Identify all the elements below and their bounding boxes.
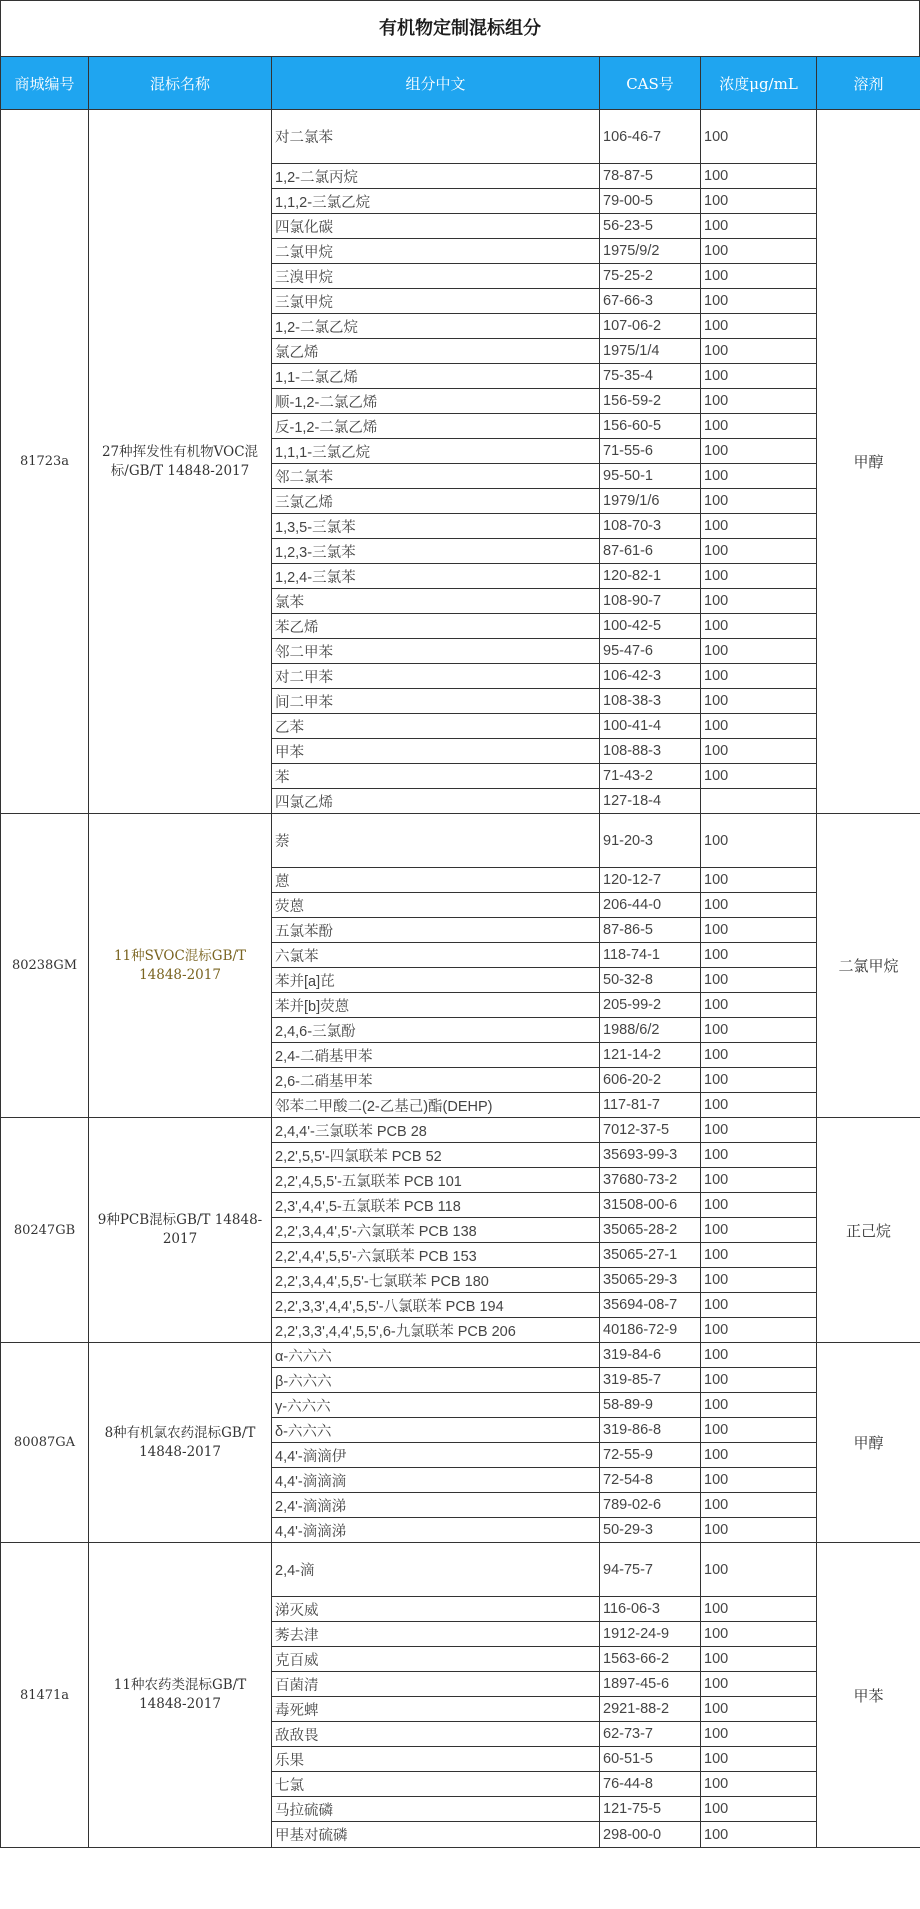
concentration: 100	[701, 264, 817, 289]
component-name: 2,3',4,4',5-五氯联苯 PCB 118	[272, 1193, 600, 1218]
component-name: 1,1-二氯乙烯	[272, 364, 600, 389]
concentration: 100	[701, 489, 817, 514]
cas-number: 94-75-7	[600, 1543, 701, 1597]
cas-number: 31508-00-6	[600, 1193, 701, 1218]
cas-number: 35065-28-2	[600, 1218, 701, 1243]
cas-number: 35065-27-1	[600, 1243, 701, 1268]
cas-number: 56-23-5	[600, 214, 701, 239]
component-name: 1,3,5-三氯苯	[272, 514, 600, 539]
concentration: 100	[701, 1368, 817, 1393]
header-cas: CAS号	[600, 57, 701, 110]
concentration: 100	[701, 1143, 817, 1168]
concentration: 100	[701, 1043, 817, 1068]
cas-number: 60-51-5	[600, 1747, 701, 1772]
concentration: 100	[701, 1493, 817, 1518]
cas-number: 156-60-5	[600, 414, 701, 439]
concentration: 100	[701, 1747, 817, 1772]
concentration: 100	[701, 639, 817, 664]
cas-number: 40186-72-9	[600, 1318, 701, 1343]
component-name: 马拉硫磷	[272, 1797, 600, 1822]
table-row	[1, 1343, 920, 1368]
concentration: 100	[701, 364, 817, 389]
product-code: 81723a	[1, 110, 89, 814]
mix-name: 11种SVOC混标GB/T 14848-2017	[89, 814, 272, 1118]
component-name: 二氯甲烷	[272, 239, 600, 264]
component-name: 氯苯	[272, 589, 600, 614]
component-name: 1,2-二氯丙烷	[272, 164, 600, 189]
concentration: 100	[701, 1018, 817, 1043]
cas-number: 116-06-3	[600, 1597, 701, 1622]
concentration: 100	[701, 164, 817, 189]
concentration: 100	[701, 314, 817, 339]
component-name: γ-六六六	[272, 1393, 600, 1418]
component-name: 邻苯二甲酸二(2-乙基己)酯(DEHP)	[272, 1093, 600, 1118]
concentration: 100	[701, 189, 817, 214]
cas-number: 50-32-8	[600, 968, 701, 993]
component-name: 1,1,2-三氯乙烷	[272, 189, 600, 214]
mix-name: 11种农药类混标GB/T 14848-2017	[89, 1543, 272, 1848]
component-name: 苯乙烯	[272, 614, 600, 639]
cas-number: 75-35-4	[600, 364, 701, 389]
concentration: 100	[701, 664, 817, 689]
component-name: 三氯乙烯	[272, 489, 600, 514]
cas-number: 72-55-9	[600, 1443, 701, 1468]
table-row	[1, 1543, 920, 1597]
cas-number: 1912-24-9	[600, 1622, 701, 1647]
cas-number: 100-41-4	[600, 714, 701, 739]
solvent: 甲苯	[817, 1543, 920, 1848]
concentration: 100	[701, 1193, 817, 1218]
cas-number: 72-54-8	[600, 1468, 701, 1493]
concentration: 100	[701, 464, 817, 489]
component-name: 2,4'-滴滴涕	[272, 1493, 600, 1518]
cas-number: 67-66-3	[600, 289, 701, 314]
concentration: 100	[701, 1343, 817, 1368]
concentration: 100	[701, 689, 817, 714]
cas-number: 1975/1/4	[600, 339, 701, 364]
cas-number: 7012-37-5	[600, 1118, 701, 1143]
cas-number: 71-43-2	[600, 764, 701, 789]
concentration: 100	[701, 1622, 817, 1647]
mix-name: 9种PCB混标GB/T 14848-2017	[89, 1118, 272, 1343]
concentration: 100	[701, 414, 817, 439]
product-code: 81471a	[1, 1543, 89, 1848]
concentration: 100	[701, 614, 817, 639]
concentration: 100	[701, 1797, 817, 1822]
concentration	[701, 789, 817, 814]
cas-number: 319-86-8	[600, 1418, 701, 1443]
cas-number: 75-25-2	[600, 264, 701, 289]
concentration: 100	[701, 1443, 817, 1468]
concentration: 100	[701, 439, 817, 464]
header-concentration: 浓度μg/mL	[701, 57, 817, 110]
cas-number: 87-86-5	[600, 918, 701, 943]
concentration: 100	[701, 893, 817, 918]
concentration: 100	[701, 1068, 817, 1093]
concentration: 100	[701, 1418, 817, 1443]
component-name: 邻二氯苯	[272, 464, 600, 489]
component-name: 荧蒽	[272, 893, 600, 918]
cas-number: 106-46-7	[600, 110, 701, 164]
cas-number: 206-44-0	[600, 893, 701, 918]
component-name: 2,6-二硝基甲苯	[272, 1068, 600, 1093]
cas-number: 71-55-6	[600, 439, 701, 464]
solvent: 甲醇	[817, 1343, 920, 1543]
concentration: 100	[701, 1772, 817, 1797]
concentration: 100	[701, 1822, 817, 1848]
component-name: 2,2',3,4,4',5'-六氯联苯 PCB 138	[272, 1218, 600, 1243]
component-name: 对二氯苯	[272, 110, 600, 164]
concentration: 100	[701, 1218, 817, 1243]
component-name: 苯并[a]芘	[272, 968, 600, 993]
cas-number: 121-75-5	[600, 1797, 701, 1822]
component-name: 甲苯	[272, 739, 600, 764]
header-solvent: 溶剂	[817, 57, 920, 110]
concentration: 100	[701, 943, 817, 968]
component-name: 氯乙烯	[272, 339, 600, 364]
table-row	[1, 1118, 920, 1143]
concentration: 100	[701, 1093, 817, 1118]
solvent: 正己烷	[817, 1118, 920, 1343]
component-name: 克百威	[272, 1647, 600, 1672]
mix-name: 27种挥发性有机物VOC混标/GB/T 14848-2017	[89, 110, 272, 814]
concentration: 100	[701, 564, 817, 589]
concentration: 100	[701, 214, 817, 239]
component-name: 萘	[272, 814, 600, 868]
cas-number: 108-70-3	[600, 514, 701, 539]
concentration: 100	[701, 110, 817, 164]
cas-number: 156-59-2	[600, 389, 701, 414]
cas-number: 1897-45-6	[600, 1672, 701, 1697]
mix-name: 8种有机氯农药混标GB/T 14848-2017	[89, 1343, 272, 1543]
cas-number: 108-38-3	[600, 689, 701, 714]
concentration: 100	[701, 514, 817, 539]
concentration: 100	[701, 239, 817, 264]
component-name: 邻二甲苯	[272, 639, 600, 664]
component-name: 2,2',3,3',4,4',5,5'-八氯联苯 PCB 194	[272, 1293, 600, 1318]
component-name: 四氯乙烯	[272, 789, 600, 814]
component-name: 2,2',4,4',5,5'-六氯联苯 PCB 153	[272, 1243, 600, 1268]
product-code: 80238GM	[1, 814, 89, 1118]
cas-number: 1563-66-2	[600, 1647, 701, 1672]
component-name: 2,2',3,3',4,4',5,5',6-九氯联苯 PCB 206	[272, 1318, 600, 1343]
cas-number: 1988/6/2	[600, 1018, 701, 1043]
component-name: 苯并[b]荧蒽	[272, 993, 600, 1018]
component-name: β-六六六	[272, 1368, 600, 1393]
component-name: 2,4-二硝基甲苯	[272, 1043, 600, 1068]
cas-number: 37680-73-2	[600, 1168, 701, 1193]
component-name: 七氯	[272, 1772, 600, 1797]
concentration: 100	[701, 918, 817, 943]
component-name: 2,2',5,5'-四氯联苯 PCB 52	[272, 1143, 600, 1168]
cas-number: 50-29-3	[600, 1518, 701, 1543]
cas-number: 107-06-2	[600, 314, 701, 339]
component-name: 乙苯	[272, 714, 600, 739]
standards-table	[0, 56, 920, 1848]
component-name: 1,2,4-三氯苯	[272, 564, 600, 589]
component-name: 2,4-滴	[272, 1543, 600, 1597]
cas-number: 2921-88-2	[600, 1697, 701, 1722]
component-name: 2,4,6-三氯酚	[272, 1018, 600, 1043]
cas-number: 108-88-3	[600, 739, 701, 764]
concentration: 100	[701, 1672, 817, 1697]
concentration: 100	[701, 1393, 817, 1418]
cas-number: 298-00-0	[600, 1822, 701, 1848]
cas-number: 35694-08-7	[600, 1293, 701, 1318]
component-name: 4,4'-滴滴伊	[272, 1443, 600, 1468]
cas-number: 117-81-7	[600, 1093, 701, 1118]
cas-number: 319-85-7	[600, 1368, 701, 1393]
component-name: 敌敌畏	[272, 1722, 600, 1747]
cas-number: 78-87-5	[600, 164, 701, 189]
concentration: 100	[701, 389, 817, 414]
table-row	[1, 110, 920, 164]
cas-number: 121-14-2	[600, 1043, 701, 1068]
concentration: 100	[701, 993, 817, 1018]
concentration: 100	[701, 1722, 817, 1747]
cas-number: 91-20-3	[600, 814, 701, 868]
cas-number: 1979/1/6	[600, 489, 701, 514]
component-name: 2,2',4,5,5'-五氯联苯 PCB 101	[272, 1168, 600, 1193]
cas-number: 95-50-1	[600, 464, 701, 489]
component-name: 四氯化碳	[272, 214, 600, 239]
cas-number: 108-90-7	[600, 589, 701, 614]
concentration: 100	[701, 1168, 817, 1193]
concentration: 100	[701, 868, 817, 893]
component-name: α-六六六	[272, 1343, 600, 1368]
header-component: 组分中文	[272, 57, 600, 110]
component-name: 1,2-二氯乙烷	[272, 314, 600, 339]
cas-number: 205-99-2	[600, 993, 701, 1018]
cas-number: 35065-29-3	[600, 1268, 701, 1293]
solvent: 甲醇	[817, 110, 920, 814]
cas-number: 58-89-9	[600, 1393, 701, 1418]
concentration: 100	[701, 968, 817, 993]
concentration: 100	[701, 1468, 817, 1493]
cas-number: 62-73-7	[600, 1722, 701, 1747]
concentration: 100	[701, 1597, 817, 1622]
concentration: 100	[701, 289, 817, 314]
table-header-row	[1, 57, 920, 110]
concentration: 100	[701, 1243, 817, 1268]
cas-number: 106-42-3	[600, 664, 701, 689]
component-name: 百菌清	[272, 1672, 600, 1697]
component-name: 苯	[272, 764, 600, 789]
component-name: 乐果	[272, 1747, 600, 1772]
product-code: 80247GB	[1, 1118, 89, 1343]
cas-number: 76-44-8	[600, 1772, 701, 1797]
cas-number: 789-02-6	[600, 1493, 701, 1518]
product-code: 80087GA	[1, 1343, 89, 1543]
concentration: 100	[701, 1118, 817, 1143]
concentration: 100	[701, 339, 817, 364]
component-name: 甲基对硫磷	[272, 1822, 600, 1848]
solvent: 二氯甲烷	[817, 814, 920, 1118]
component-name: δ-六六六	[272, 1418, 600, 1443]
component-name: 反-1,2-二氯乙烯	[272, 414, 600, 439]
cas-number: 35693-99-3	[600, 1143, 701, 1168]
component-name: 五氯苯酚	[272, 918, 600, 943]
cas-number: 100-42-5	[600, 614, 701, 639]
concentration: 100	[701, 1318, 817, 1343]
header-mix-name: 混标名称	[89, 57, 272, 110]
concentration: 100	[701, 539, 817, 564]
component-name: 莠去津	[272, 1622, 600, 1647]
concentration: 100	[701, 1647, 817, 1672]
component-name: 2,4,4'-三氯联苯 PCB 28	[272, 1118, 600, 1143]
concentration: 100	[701, 589, 817, 614]
concentration: 100	[701, 1543, 817, 1597]
page-title: 有机物定制混标组分	[0, 0, 920, 56]
concentration: 100	[701, 814, 817, 868]
cas-number: 79-00-5	[600, 189, 701, 214]
concentration: 100	[701, 1697, 817, 1722]
component-name: 蒽	[272, 868, 600, 893]
table-body	[1, 110, 920, 1848]
component-name: 三氯甲烷	[272, 289, 600, 314]
header-code: 商城编号	[1, 57, 89, 110]
component-name: 六氯苯	[272, 943, 600, 968]
cas-number: 118-74-1	[600, 943, 701, 968]
component-name: 4,4'-滴滴涕	[272, 1518, 600, 1543]
concentration: 100	[701, 764, 817, 789]
concentration: 100	[701, 714, 817, 739]
cas-number: 87-61-6	[600, 539, 701, 564]
component-name: 2,2',3,4,4',5,5'-七氯联苯 PCB 180	[272, 1268, 600, 1293]
cas-number: 606-20-2	[600, 1068, 701, 1093]
component-name: 4,4'-滴滴滴	[272, 1468, 600, 1493]
component-name: 1,1,1-三氯乙烷	[272, 439, 600, 464]
cas-number: 120-12-7	[600, 868, 701, 893]
component-name: 1,2,3-三氯苯	[272, 539, 600, 564]
cas-number: 120-82-1	[600, 564, 701, 589]
component-name: 顺-1,2-二氯乙烯	[272, 389, 600, 414]
component-name: 间二甲苯	[272, 689, 600, 714]
component-name: 毒死蜱	[272, 1697, 600, 1722]
table-row	[1, 814, 920, 868]
concentration: 100	[701, 1293, 817, 1318]
component-name: 涕灭威	[272, 1597, 600, 1622]
concentration: 100	[701, 739, 817, 764]
component-name: 对二甲苯	[272, 664, 600, 689]
component-name: 三溴甲烷	[272, 264, 600, 289]
cas-number: 127-18-4	[600, 789, 701, 814]
concentration: 100	[701, 1518, 817, 1543]
concentration: 100	[701, 1268, 817, 1293]
cas-number: 1975/9/2	[600, 239, 701, 264]
cas-number: 319-84-6	[600, 1343, 701, 1368]
cas-number: 95-47-6	[600, 639, 701, 664]
